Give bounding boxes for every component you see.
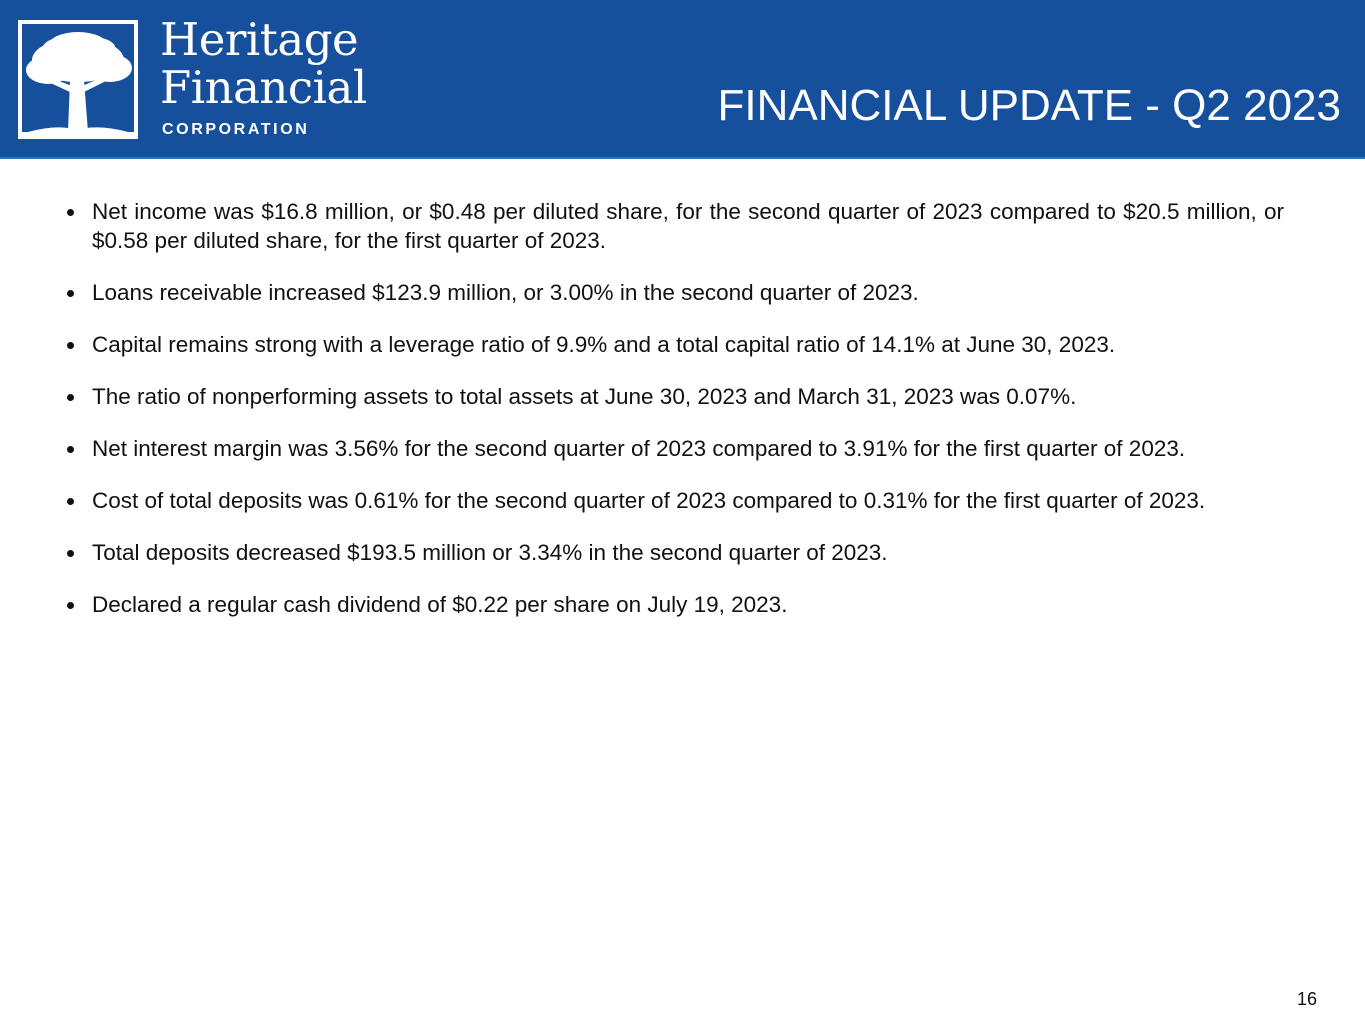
bullet-icon — [67, 394, 74, 401]
list-item — [64, 382, 1284, 411]
list-item — [64, 278, 1284, 307]
page-number: 16 — [1297, 989, 1318, 1009]
bullet-text: Net interest margin was 3.56% for the second quarter of 2023 compared to 3.91% for the first quarter of 2023. — [92, 436, 1186, 461]
bullet-text: Capital remains strong with a leverage ratio of 9.9% and a total capital ratio of 14.1% at June 30, 2023. — [92, 332, 1116, 357]
page-title: FINANCIAL UPDATE - Q2 2023 — [717, 81, 1341, 130]
list-item — [64, 434, 1284, 463]
bullet-text: Declared a regular cash dividend of $0.22 per share on July 19, 2023. — [92, 592, 788, 617]
oak-tree-icon — [18, 20, 138, 139]
bullet-text: The ratio of nonperforming assets to total assets at June 30, 2023 and March 31, 2023 was 0.07%. — [92, 384, 1077, 409]
list-item — [64, 197, 1284, 255]
list-item — [64, 486, 1284, 515]
list-item — [64, 330, 1284, 359]
bullet-icon — [67, 446, 74, 453]
list-item — [64, 590, 1284, 619]
bullet-icon — [67, 550, 74, 557]
bullet-icon — [67, 342, 74, 349]
bullet-icon — [67, 498, 74, 505]
bullet-icon — [67, 602, 74, 609]
bullet-text: Loans receivable increased $123.9 million, or 3.00% in the second quarter of 2023. — [92, 280, 919, 305]
bullet-text: Cost of total deposits was 0.61% for the second quarter of 2023 compared to 0.31% for the first quarter of 2023. — [92, 488, 1206, 513]
bullet-text: Total deposits decreased $193.5 million or 3.34% in the second quarter of 2023. — [92, 540, 888, 565]
bullet-list — [64, 197, 1284, 642]
logo-wordmark — [160, 13, 367, 114]
list-item — [64, 538, 1284, 567]
logo-name-line2: Financial — [160, 61, 367, 114]
bullet-text: Net income was $16.8 million, or $0.48 per diluted share, for the second quarter of 2023 compared to $20.5 million, or $0.58 per diluted share, for the first quarter of 2023. — [92, 199, 1284, 253]
header-banner — [0, 0, 1365, 159]
bullet-icon — [67, 209, 74, 216]
logo-name-line1: Heritage — [160, 13, 359, 66]
bullet-icon — [67, 290, 74, 297]
logo-subtitle: CORPORATION — [162, 121, 310, 138]
